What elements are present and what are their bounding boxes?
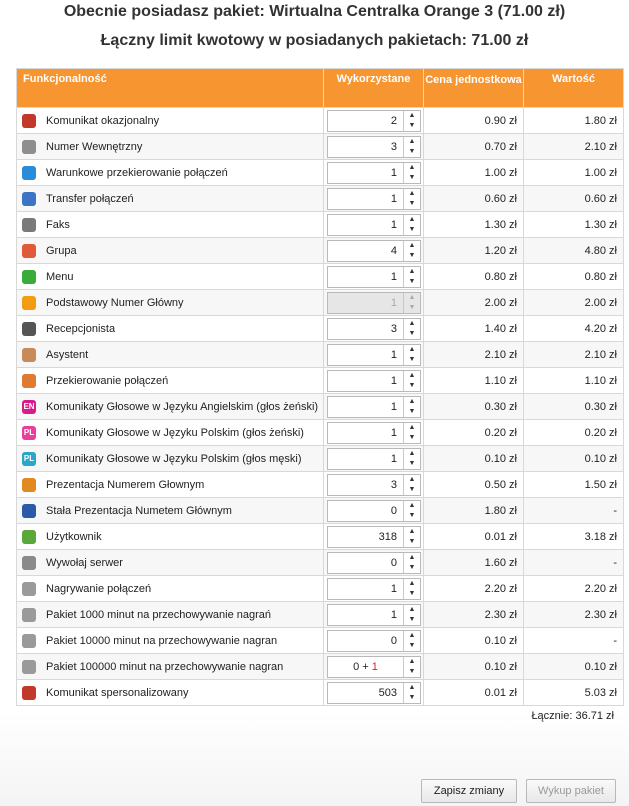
quantity-value: 1 <box>390 426 397 439</box>
feature-name: Komunikat okazjonalny <box>46 114 160 127</box>
package-title: Obecnie posiadasz pakiet: Wirtualna Centralka Orange 3 (71.00 zł) <box>63 3 566 20</box>
feature-cell <box>17 628 324 654</box>
row-value: 3.18 zł <box>524 524 624 550</box>
feature-cell <box>17 576 324 602</box>
decrement-icon[interactable]: ▼ <box>408 616 416 623</box>
increment-icon[interactable]: ▲ <box>408 112 416 119</box>
unit-price: 1.60 zł <box>424 550 524 576</box>
increment-icon[interactable]: ▲ <box>408 684 416 691</box>
feature-cell <box>17 420 324 446</box>
table-row <box>17 420 624 446</box>
row-value: 4.80 zł <box>524 238 624 264</box>
quantity-value: 1 <box>390 608 397 621</box>
increment-icon[interactable]: ▲ <box>408 632 416 639</box>
used-cell <box>324 212 424 238</box>
quantity-stepper[interactable] <box>327 214 421 236</box>
feature-name: Komunikat spersonalizowany <box>46 686 189 699</box>
decrement-icon[interactable]: ▼ <box>408 174 416 181</box>
quantity-stepper[interactable] <box>327 110 421 132</box>
quantity-value: 0 <box>390 504 397 517</box>
increment-icon[interactable]: ▲ <box>408 242 416 249</box>
row-value: 2.00 zł <box>524 290 624 316</box>
quantity-value: 0 <box>390 556 397 569</box>
increment-icon[interactable]: ▲ <box>408 606 416 613</box>
quantity-stepper[interactable] <box>327 656 421 678</box>
column-header-unit-price: Cena jednostkowa <box>424 69 524 108</box>
decrement-icon[interactable]: ▼ <box>408 564 416 571</box>
used-cell <box>324 472 424 498</box>
unit-price: 2.00 zł <box>424 290 524 316</box>
used-cell <box>324 654 424 680</box>
mic-clock-icon <box>22 634 36 648</box>
feature-cell <box>17 368 324 394</box>
presentation-icon <box>22 478 36 492</box>
quantity-stepper[interactable] <box>327 266 421 288</box>
increment-icon: ▲ <box>408 294 416 301</box>
used-cell <box>324 550 424 576</box>
table-row <box>17 264 624 290</box>
mic-clock-icon <box>22 660 36 674</box>
headset-icon <box>22 322 36 336</box>
row-value: 0.80 zł <box>524 264 624 290</box>
quantity-stepper[interactable] <box>327 578 421 600</box>
table-row <box>17 368 624 394</box>
used-cell <box>324 368 424 394</box>
feature-name: Faks <box>46 218 70 231</box>
row-value: 2.10 zł <box>524 342 624 368</box>
menu-icon <box>22 270 36 284</box>
row-value: 1.10 zł <box>524 368 624 394</box>
used-cell <box>324 602 424 628</box>
feature-cell <box>17 394 324 420</box>
row-value: 1.00 zł <box>524 160 624 186</box>
column-header-used: Wykorzystane <box>324 69 424 108</box>
conditional-forward-icon <box>22 166 36 180</box>
used-cell <box>324 446 424 472</box>
decrement-icon[interactable]: ▼ <box>408 356 416 363</box>
decrement-icon: ▼ <box>408 304 416 311</box>
features-table <box>16 68 624 706</box>
row-value: 1.30 zł <box>524 212 624 238</box>
feature-cell <box>17 212 324 238</box>
quantity-value: 1 <box>390 296 397 309</box>
quantity-value: 2 <box>390 114 397 127</box>
server-icon <box>22 556 36 570</box>
limit-title: Łączny limit kwotowy w posiadanych pakietach: 71.00 zł <box>100 32 529 49</box>
increment-icon[interactable]: ▲ <box>408 190 416 197</box>
feature-cell <box>17 472 324 498</box>
decrement-icon[interactable]: ▼ <box>408 408 416 415</box>
feature-cell <box>17 186 324 212</box>
table-row <box>17 238 624 264</box>
row-value: 1.50 zł <box>524 472 624 498</box>
row-value: 4.20 zł <box>524 316 624 342</box>
feature-name: Pakiet 1000 minut na przechowywanie nagrań <box>46 608 272 621</box>
column-header-feature: Funkcjonalność <box>17 69 324 108</box>
increment-icon[interactable]: ▲ <box>408 164 416 171</box>
row-value: 0.10 zł <box>524 654 624 680</box>
increment-icon[interactable]: ▲ <box>408 450 416 457</box>
decrement-icon[interactable]: ▼ <box>408 486 416 493</box>
used-cell <box>324 628 424 654</box>
quantity-stepper[interactable] <box>327 162 421 184</box>
feature-name: Grupa <box>46 244 77 257</box>
quantity-stepper[interactable] <box>327 136 421 158</box>
table-header-row <box>17 69 624 108</box>
row-value: 2.30 zł <box>524 602 624 628</box>
used-cell <box>324 576 424 602</box>
decrement-icon[interactable]: ▼ <box>408 512 416 519</box>
feature-name: Wywołaj serwer <box>46 556 123 569</box>
increment-icon[interactable]: ▲ <box>408 138 416 145</box>
quantity-stepper[interactable] <box>327 500 421 522</box>
feature-name: Warunkowe przekierowanie połączeń <box>46 166 228 179</box>
feature-cell <box>17 290 324 316</box>
pl-female-icon: PL <box>22 426 36 440</box>
transfer-icon <box>22 192 36 206</box>
unit-price: 0.70 zł <box>424 134 524 160</box>
unit-price: 0.10 zł <box>424 628 524 654</box>
en-icon: EN <box>22 400 36 414</box>
increment-icon[interactable]: ▲ <box>408 528 416 535</box>
used-cell <box>324 160 424 186</box>
used-cell <box>324 680 424 706</box>
unit-price: 1.30 zł <box>424 212 524 238</box>
used-cell <box>324 498 424 524</box>
used-cell <box>324 420 424 446</box>
quantity-stepper <box>327 292 421 314</box>
unit-price: 1.10 zł <box>424 368 524 394</box>
increment-icon[interactable]: ▲ <box>408 268 416 275</box>
quantity-stepper[interactable] <box>327 526 421 548</box>
decrement-icon[interactable]: ▼ <box>408 330 416 337</box>
abc-message-icon <box>22 686 36 700</box>
decrement-icon[interactable]: ▼ <box>408 122 416 129</box>
decrement-icon[interactable]: ▼ <box>408 252 416 259</box>
feature-name: Nagrywanie połączeń <box>46 582 152 595</box>
save-changes-button[interactable]: Zapisz zmiany <box>421 779 517 803</box>
quantity-stepper[interactable] <box>327 240 421 262</box>
feature-cell <box>17 160 324 186</box>
decrement-icon[interactable]: ▼ <box>408 668 416 675</box>
unit-price: 0.90 zł <box>424 108 524 134</box>
feature-name: Podstawowy Numer Główny <box>46 296 184 309</box>
quantity-stepper[interactable] <box>327 344 421 366</box>
used-cell <box>324 264 424 290</box>
decrement-icon[interactable]: ▼ <box>408 538 416 545</box>
decrement-icon[interactable]: ▼ <box>408 642 416 649</box>
unit-price: 0.10 zł <box>424 654 524 680</box>
decrement-icon[interactable]: ▼ <box>408 590 416 597</box>
unit-price: 1.40 zł <box>424 316 524 342</box>
table-row <box>17 654 624 680</box>
row-value: 0.20 zł <box>524 420 624 446</box>
feature-name: Stała Prezentacja Numetem Głównym <box>46 504 232 517</box>
decrement-icon[interactable]: ▼ <box>408 226 416 233</box>
decrement-icon[interactable]: ▼ <box>408 148 416 155</box>
row-value: 0.10 zł <box>524 446 624 472</box>
group-icon <box>22 244 36 258</box>
buy-package-button[interactable]: Wykup pakiet <box>526 779 616 803</box>
increment-icon[interactable]: ▲ <box>408 372 416 379</box>
microphone-icon <box>22 582 36 596</box>
increment-icon[interactable]: ▲ <box>408 346 416 353</box>
feature-cell <box>17 108 324 134</box>
table-row <box>17 680 624 706</box>
pl-male-icon: PL <box>22 452 36 466</box>
quantity-stepper[interactable] <box>327 474 421 496</box>
user-icon <box>22 530 36 544</box>
quantity-stepper[interactable] <box>327 682 421 704</box>
unit-price: 0.20 zł <box>424 420 524 446</box>
quantity-extra-value: 1 <box>371 660 378 673</box>
quantity-stepper[interactable] <box>327 396 421 418</box>
used-cell <box>324 108 424 134</box>
table-row <box>17 472 624 498</box>
increment-icon[interactable]: ▲ <box>408 320 416 327</box>
increment-icon[interactable]: ▲ <box>408 658 416 665</box>
unit-price: 1.00 zł <box>424 160 524 186</box>
home-icon <box>22 296 36 310</box>
feature-name: Przekierowanie połączeń <box>46 374 169 387</box>
row-value: - <box>524 498 624 524</box>
feature-name: Użytkownik <box>46 530 102 543</box>
abc-message-icon <box>22 114 36 128</box>
decrement-icon[interactable]: ▼ <box>408 460 416 467</box>
feature-cell <box>17 316 324 342</box>
used-cell <box>324 238 424 264</box>
quantity-value: 1 <box>390 218 397 231</box>
row-value: 0.30 zł <box>524 394 624 420</box>
fixed-presentation-icon <box>22 504 36 518</box>
increment-icon[interactable]: ▲ <box>408 398 416 405</box>
unit-price: 0.80 zł <box>424 264 524 290</box>
quantity-value: 1 <box>390 374 397 387</box>
feature-cell <box>17 264 324 290</box>
unit-price: 1.80 zł <box>424 498 524 524</box>
feature-cell <box>17 498 324 524</box>
quantity-value: 0 <box>390 634 397 647</box>
unit-price: 0.01 zł <box>424 680 524 706</box>
unit-price: 0.10 zł <box>424 446 524 472</box>
table-row <box>17 186 624 212</box>
table-row <box>17 212 624 238</box>
row-value: 5.03 zł <box>524 680 624 706</box>
quantity-value: 3 <box>390 140 397 153</box>
feature-name: Numer Wewnętrzny <box>46 140 143 153</box>
feature-cell <box>17 342 324 368</box>
decrement-icon[interactable]: ▼ <box>408 200 416 207</box>
decrement-icon[interactable]: ▼ <box>408 694 416 701</box>
quantity-value: 1 <box>390 166 397 179</box>
row-value: 1.80 zł <box>524 108 624 134</box>
table-row <box>17 342 624 368</box>
feature-cell <box>17 602 324 628</box>
row-value: - <box>524 550 624 576</box>
unit-price: 0.50 zł <box>424 472 524 498</box>
row-value: 0.60 zł <box>524 186 624 212</box>
quantity-stepper[interactable] <box>327 318 421 340</box>
assistant-icon <box>22 348 36 362</box>
unit-price: 0.30 zł <box>424 394 524 420</box>
feature-name: Transfer połączeń <box>46 192 134 205</box>
table-row <box>17 524 624 550</box>
used-cell <box>324 394 424 420</box>
feature-name: Komunikaty Głosowe w Języku Polskim (głos żeński) <box>46 426 304 439</box>
table-row <box>17 550 624 576</box>
table-row <box>17 602 624 628</box>
feature-name: Pakiet 10000 minut na przechowywanie nagran <box>46 634 278 647</box>
unit-price: 2.30 zł <box>424 602 524 628</box>
unit-price: 2.20 zł <box>424 576 524 602</box>
increment-icon[interactable]: ▲ <box>408 554 416 561</box>
feature-cell <box>17 238 324 264</box>
increment-icon[interactable]: ▲ <box>408 476 416 483</box>
feature-name: Pakiet 100000 minut na przechowywanie nagran <box>46 660 284 673</box>
quantity-stepper[interactable] <box>327 552 421 574</box>
quantity-value: 1 <box>390 400 397 413</box>
quantity-stepper[interactable] <box>327 370 421 392</box>
used-cell <box>324 186 424 212</box>
mic-clock-icon <box>22 608 36 622</box>
used-cell <box>324 316 424 342</box>
fax-icon <box>22 218 36 232</box>
quantity-stepper[interactable] <box>327 188 421 210</box>
feature-cell <box>17 446 324 472</box>
used-cell <box>324 134 424 160</box>
phone-icon <box>22 140 36 154</box>
row-value: - <box>524 628 624 654</box>
feature-name: Komunikaty Głosowe w Języku Polskim (głos męski) <box>46 452 302 465</box>
decrement-icon[interactable]: ▼ <box>408 278 416 285</box>
quantity-stepper[interactable] <box>327 422 421 444</box>
table-row <box>17 108 624 134</box>
quantity-stepper[interactable] <box>327 604 421 626</box>
table-row <box>17 628 624 654</box>
feature-name: Menu <box>46 270 74 283</box>
increment-icon[interactable]: ▲ <box>408 502 416 509</box>
decrement-icon[interactable]: ▼ <box>408 382 416 389</box>
table-row <box>17 134 624 160</box>
column-header-value: Wartość <box>524 69 624 108</box>
quantity-value: 3 <box>390 322 397 335</box>
feature-name: Prezentacja Numerem Głownym <box>46 478 205 491</box>
quantity-value: 503 <box>378 686 397 699</box>
feature-cell <box>17 680 324 706</box>
total-label: Łącznie: 36.71 zł <box>531 710 614 722</box>
quantity-value: 1 <box>390 582 397 595</box>
decrement-icon[interactable]: ▼ <box>408 434 416 441</box>
quantity-value: 318 <box>378 530 397 543</box>
quantity-stepper[interactable] <box>327 630 421 652</box>
table-row <box>17 576 624 602</box>
table-row <box>17 498 624 524</box>
forward-icon <box>22 374 36 388</box>
increment-icon[interactable]: ▲ <box>408 580 416 587</box>
plus-sign: + <box>362 660 369 673</box>
feature-name: Recepcjonista <box>46 322 116 335</box>
table-row <box>17 316 624 342</box>
quantity-value: 1 <box>390 270 397 283</box>
feature-cell <box>17 550 324 576</box>
quantity-value: 1 <box>390 452 397 465</box>
unit-price: 0.60 zł <box>424 186 524 212</box>
row-value: 2.20 zł <box>524 576 624 602</box>
quantity-stepper[interactable] <box>327 448 421 470</box>
used-cell <box>324 524 424 550</box>
quantity-value: 0 <box>353 660 360 673</box>
quantity-value: 4 <box>390 244 397 257</box>
feature-name: Komunikaty Głosowe w Języku Angielskim (głos żeński) <box>46 400 319 413</box>
table-row <box>17 160 624 186</box>
unit-price: 0.01 zł <box>424 524 524 550</box>
table-row <box>17 394 624 420</box>
feature-name: Asystent <box>46 348 89 361</box>
row-value: 2.10 zł <box>524 134 624 160</box>
feature-cell <box>17 524 324 550</box>
quantity-value: 3 <box>390 478 397 491</box>
feature-cell <box>17 134 324 160</box>
used-cell <box>324 342 424 368</box>
table-row <box>17 290 624 316</box>
table-row <box>17 446 624 472</box>
quantity-value: 1 <box>390 348 397 361</box>
unit-price: 1.20 zł <box>424 238 524 264</box>
quantity-value: 1 <box>390 192 397 205</box>
increment-icon[interactable]: ▲ <box>408 216 416 223</box>
unit-price: 2.10 zł <box>424 342 524 368</box>
used-cell <box>324 290 424 316</box>
increment-icon[interactable]: ▲ <box>408 424 416 431</box>
feature-cell <box>17 654 324 680</box>
